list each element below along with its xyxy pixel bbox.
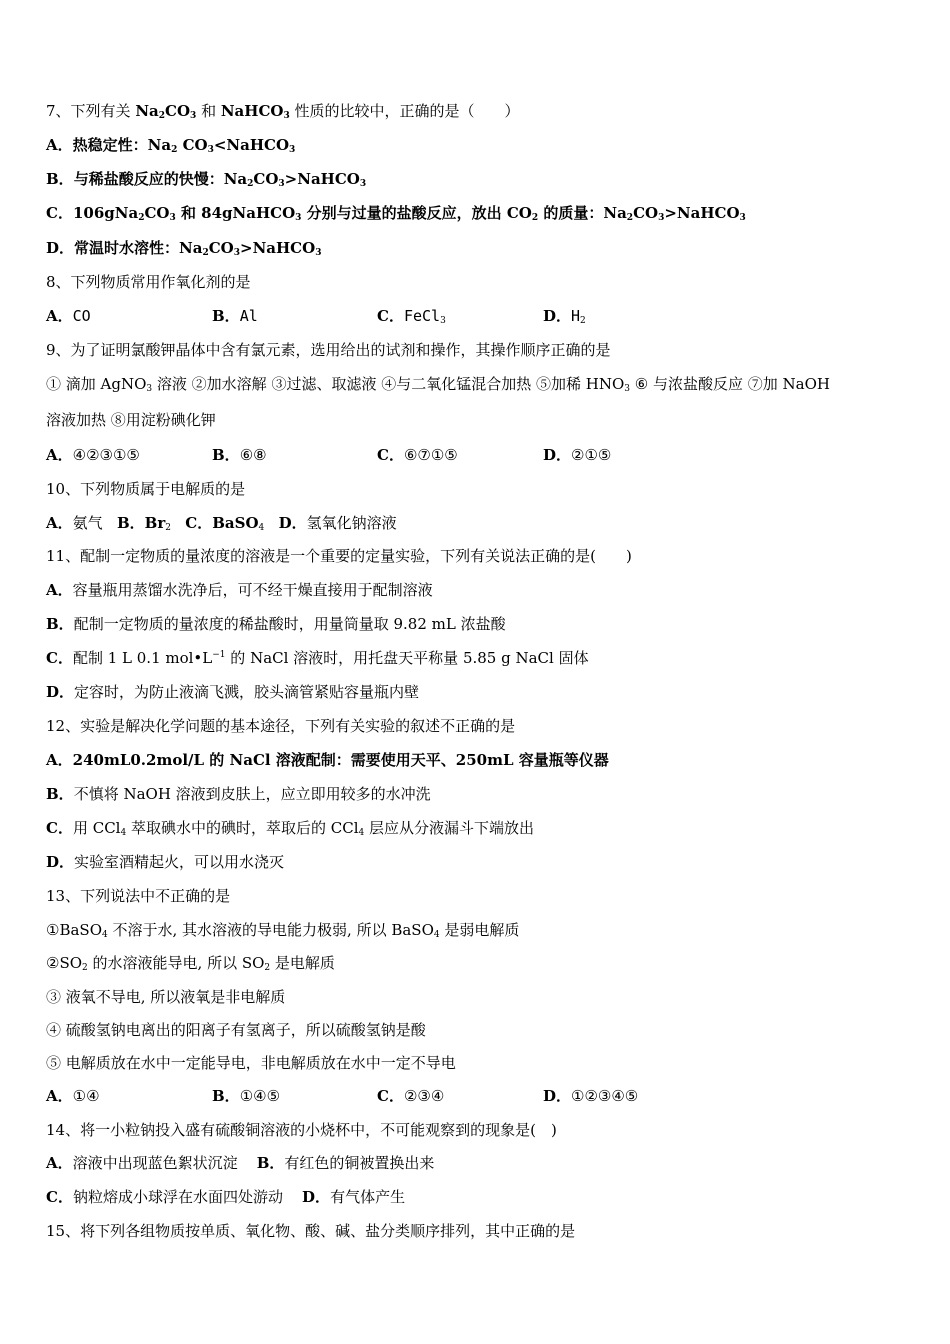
q13-option-a[interactable]: A．①④: [46, 1087, 100, 1105]
q11-option-b[interactable]: B．配制一定物质的量浓度的稀盐酸时，用量筒量取 9.82 mL 浓盐酸: [46, 615, 506, 633]
q9-option-d[interactable]: D．②①⑤: [543, 446, 612, 464]
q9-option-c[interactable]: C．⑥⑦①⑤: [377, 446, 458, 464]
q8-option-c[interactable]: C．FeCl$_3$: [377, 307, 446, 326]
q12-option-d[interactable]: D．实验室酒精起火，可以用水浇灭: [46, 853, 285, 871]
q7-option-c[interactable]: C．$106gNa_2CO_3$ 和 84gNaHCO$_3$ 分别与过量的盐酸反应，放出 $CO_2$ 的质量：$Na_2CO_3>NaHCO_3$: [46, 204, 746, 223]
q13-statement-2: $②SO_2$ 的水溶液能导电, 所以 $SO_2$ 是电解质: [46, 954, 335, 973]
q8-option-d[interactable]: D．$H_2$: [543, 307, 586, 326]
q13-option-b[interactable]: B．①④⑤: [212, 1087, 281, 1105]
q8-stem: 8、下列物质常用作氧化剂的是: [46, 273, 251, 291]
q7-option-b[interactable]: B．与稀盐酸反应的快慢：$Na_2CO_3>NaHCO_3$: [46, 170, 367, 189]
q10-option-c[interactable]: C．BaSO$_4$: [185, 514, 265, 533]
q13-option-c[interactable]: C．②③④: [377, 1087, 445, 1105]
q12-option-c[interactable]: C．用 CCl$_4$ 萃取碘水中的碘时，萃取后的 CCl$_4$ 层应从分液漏斗下端放出: [46, 819, 535, 838]
q7-option-a[interactable]: A．热稳定性：$Na_2$ $CO_3<NaHCO_3$: [46, 136, 296, 155]
q9-operations-line-2: 溶液加热 ⑧用淀粉碘化钾: [46, 411, 216, 429]
q14-option-c[interactable]: C．钠粒熔成小球浮在水面四处游动: [46, 1188, 283, 1206]
q13-statement-5: ⑤ 电解质放在水中一定能导电，非电解质放在水中一定不导电: [46, 1054, 456, 1072]
q13-statement-4: ④ 硫酸氢钠电离出的阳离子有氢离子，所以硫酸氢钠是酸: [46, 1021, 426, 1039]
q13-stem: 13、下列说法中不正确的是: [46, 887, 231, 905]
q13-statement-3: ③ 液氧不导电, 所以液氧是非电解质: [46, 988, 286, 1006]
q14-options-row-1: [46, 1151, 434, 1175]
q11-option-c[interactable]: C．配制 1 L 0.1 $mol•L^{-1}$ 的 NaCl 溶液时，用托盘天平称量 5.85 g NaCl 固体: [46, 649, 589, 667]
q7-option-d[interactable]: D．常温时水溶性：$Na_2CO_3>NaHCO_3$: [46, 239, 322, 258]
q8-options: [46, 304, 906, 328]
q15-stem: 15、将下列各组物质按单质、氧化物、酸、碱、盐分类顺序排列，其中正确的是: [46, 1222, 576, 1240]
q10-option-b[interactable]: B．$Br_2$: [116, 514, 171, 533]
q14-option-d[interactable]: D．有气体产生: [302, 1188, 406, 1206]
q11-option-d[interactable]: D．定容时，为防止液滴飞溅，胶头滴管紧贴容量瓶内壁: [46, 683, 420, 701]
q9-operations-line-1: ① 滴加 AgNO$_3$ 溶液 ②加水溶解 ③过滤、取滤液 ④与二氧化锰混合加热 ⑤加稀 $HNO_3$ ⑥ 与浓盐酸反应 ⑦加 NaOH: [46, 375, 830, 394]
q10-options: [46, 511, 397, 535]
q13-option-d[interactable]: D．①②③④⑤: [543, 1087, 639, 1105]
q12-stem: 12、实验是解决化学问题的基本途径，下列有关实验的叙述不正确的是: [46, 717, 516, 735]
q14-options-row-2: [46, 1185, 405, 1209]
q8-option-a[interactable]: A．CO: [46, 307, 91, 325]
q10-option-a[interactable]: A．氨气: [46, 514, 103, 532]
q12-option-a[interactable]: A．240mL0.2mol/L 的 NaCl 溶液配制：需要使用天平、250mL 容量瓶等仪器: [46, 751, 609, 769]
q9-option-a[interactable]: A．④②③①⑤: [46, 446, 140, 464]
q12-option-b[interactable]: B．不慎将 NaOH 溶液到皮肤上，应立即用较多的水冲洗: [46, 785, 431, 803]
q11-option-a[interactable]: A．容量瓶用蒸馏水洗净后，可不经干燥直接用于配制溶液: [46, 581, 433, 599]
q10-stem: 10、下列物质属于电解质的是: [46, 480, 246, 498]
q14-option-b[interactable]: B．有红色的铜被置换出来: [256, 1154, 435, 1172]
q9-option-b[interactable]: B．⑥⑧: [212, 446, 267, 464]
q10-option-d[interactable]: D．氢氧化钠溶液: [278, 514, 397, 532]
q11-stem: 11、配制一定物质的量浓度的溶液是一个重要的定量实验，下列有关说法正确的是( ): [46, 547, 632, 565]
q14-stem: 14、将一小粒钠投入盛有硫酸铜溶液的小烧杯中，不可能观察到的现象是( ): [46, 1121, 557, 1139]
q14-option-a[interactable]: A．溶液中出现蓝色絮状沉淀: [46, 1154, 238, 1172]
q8-option-b[interactable]: B．Al: [212, 307, 258, 325]
q9-options: [46, 443, 906, 467]
q7-stem: 7、下列有关 $Na_2CO_3$ 和 NaHCO$_3$ 性质的比较中，正确的是（ ）: [46, 102, 520, 121]
q9-stem: 9、为了证明氯酸钾晶体中含有氯元素，选用给出的试剂和操作，其操作顺序正确的是: [46, 341, 611, 359]
q13-options: [46, 1084, 906, 1108]
q13-statement-1: ①BaSO$_4$ 不溶于水, 其水溶液的导电能力极弱, 所以 BaSO$_4$ 是弱电解质: [46, 921, 520, 940]
